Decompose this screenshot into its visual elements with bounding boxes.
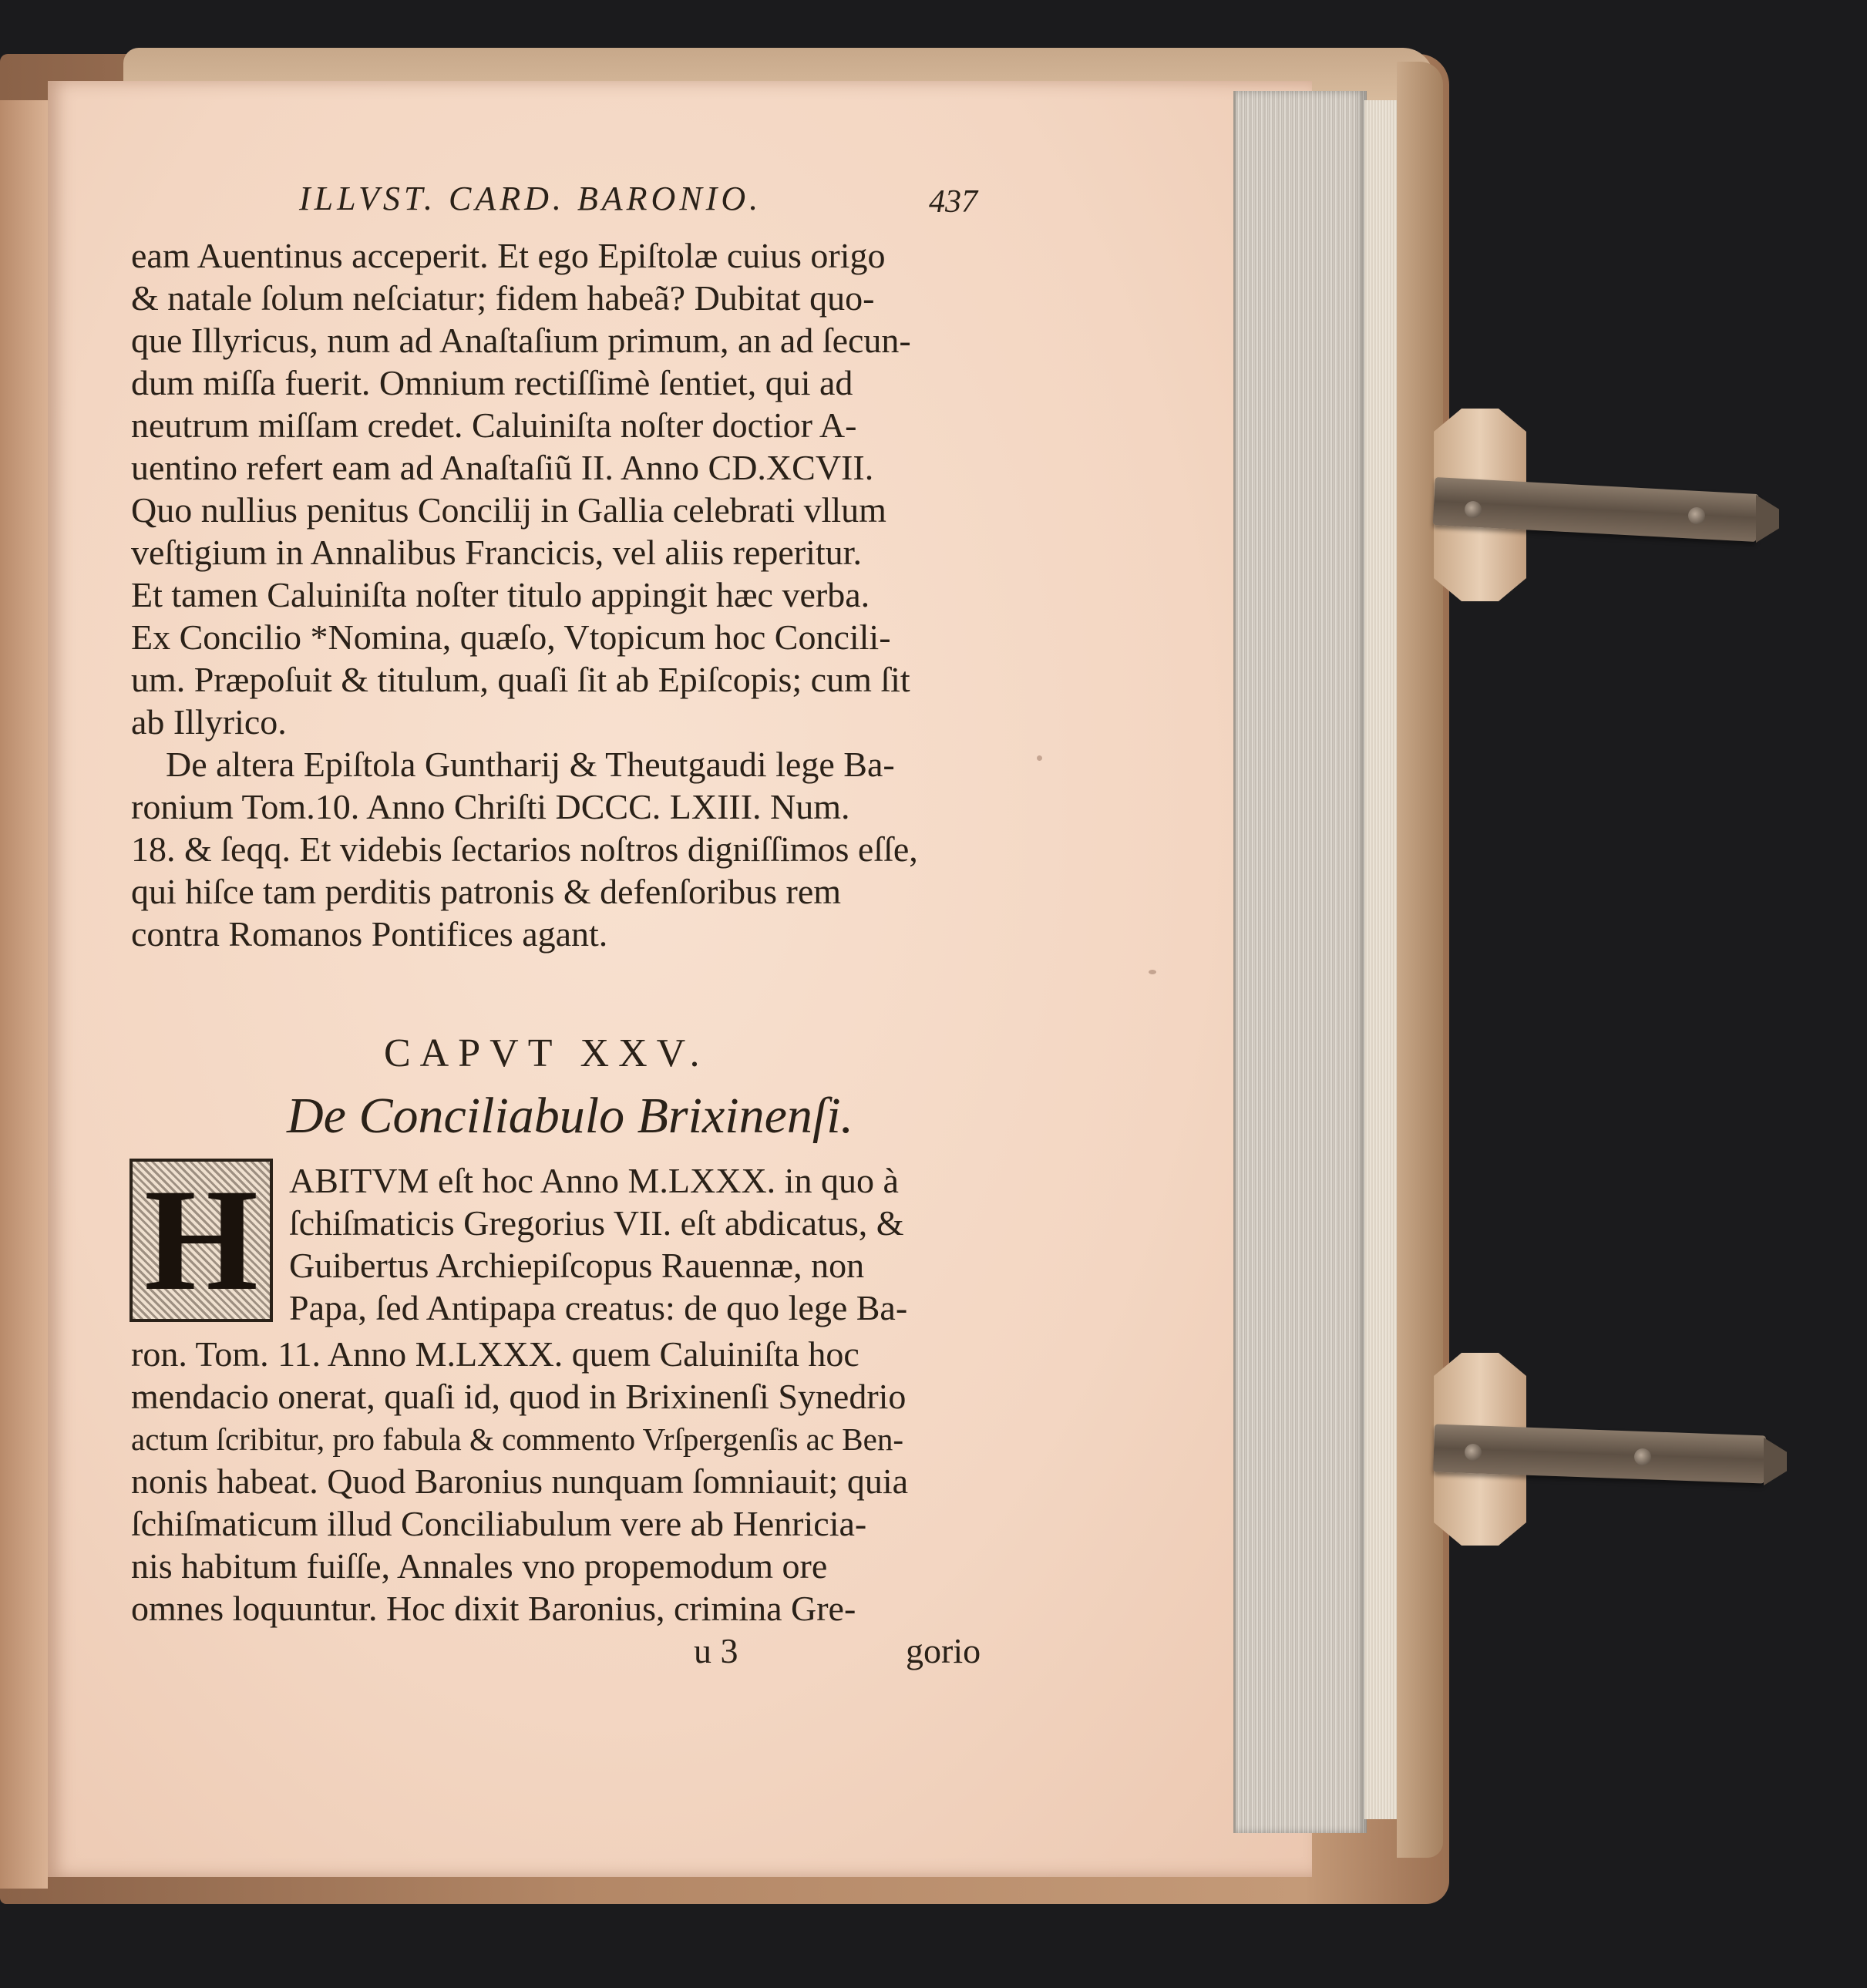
text-line: Quo nullius penitus Concilij in Gallia celebrati vllum	[131, 490, 886, 530]
text-line: contra Romanos Pontifices agant.	[131, 914, 608, 954]
clasp-tip	[1756, 495, 1779, 543]
text-line: mendacio onerat, quaſi id, quod in Brixinenſi Synedrio	[131, 1377, 907, 1416]
text-line: De altera Epiſtola Guntharij & Theutgaudi lege Ba-	[166, 745, 895, 784]
catchword: gorio	[906, 1631, 981, 1670]
text-line: Ex Concilio *Nomina, quæſo, Vtopicum hoc Concili-	[131, 617, 891, 657]
text-line: ron. Tom. 11. Anno M.LXXX. quem Caluiniſta hoc	[131, 1334, 859, 1374]
clasp-rivet	[1688, 507, 1705, 524]
text-line: ABITVM eſt hoc Anno M.LXXX. in quo à	[289, 1161, 899, 1200]
paper-speck	[1149, 970, 1156, 974]
text-line: & natale ſolum neſciatur; fidem habeã? Dubitat quo-	[131, 278, 875, 318]
page-number: 437	[929, 184, 977, 220]
clasp-rivet	[1465, 1444, 1482, 1461]
text-line: qui hiſce tam perditis patronis & defenſoribus rem	[131, 872, 842, 911]
text-line: nonis habeat. Quod Baronius nunquam ſomniauit; quia	[131, 1462, 909, 1501]
text-line: Papa, ſed Antipapa creatus: de quo lege Ba-	[289, 1288, 908, 1327]
text-line: actum ſcribitur, pro fabula & commento Vrſpergenſis ac Ben-	[131, 1421, 903, 1457]
text-line: ſchiſmaticis Gregorius VII. eſt abdicatus, &	[289, 1203, 904, 1243]
text-line: nis habitum fuiſſe, Annales vno propemodum ore	[131, 1546, 828, 1586]
running-head: ILLVST. CARD. BARONIO.	[299, 180, 762, 217]
text-line: Guibertus Archiepiſcopus Rauennæ, non	[289, 1246, 865, 1285]
clasp-rivet	[1465, 501, 1482, 518]
chapter-heading: CAPVT XXV.	[384, 1031, 709, 1075]
page-block-edge	[1233, 91, 1367, 1833]
paper-speck	[1037, 755, 1042, 761]
decorated-initial-letter: H	[133, 1162, 270, 1319]
text-line: dum miſſa fuerit. Omnium rectiſſimè ſentiet, qui ad	[131, 363, 853, 402]
text-line: uentino refert eam ad Anaſtaſiũ II. Anno CD.XCVII.	[131, 448, 874, 487]
page-block-inner-edge	[1364, 100, 1397, 1819]
chapter-subtitle: De Conciliabulo Brixinenſi.	[287, 1088, 854, 1144]
left-page-edge	[0, 100, 48, 1889]
text-line: Et tamen Caluiniſta noſter titulo appingit hæc verba.	[131, 575, 870, 614]
signature-mark: u 3	[694, 1631, 738, 1670]
text-line: eam Auentinus acceperit. Et ego Epiſtolæ cuius origo	[131, 236, 886, 275]
decorated-initial	[130, 1159, 273, 1322]
text-line: veſtigium in Annalibus Francicis, vel aliis reperitur.	[131, 533, 862, 572]
text-line: ronium Tom.10. Anno Chriſti DCCC. LXIII. Num.	[131, 787, 850, 826]
text-line: um. Præpoſuit & titulum, quaſi ſit ab Epiſcopis; cum ſit	[131, 660, 910, 699]
clasp-tip	[1764, 1438, 1787, 1485]
text-line: omnes loquuntur. Hoc dixit Baronius, crimina Gre-	[131, 1589, 856, 1628]
text-line: ſchiſmaticum illud Conciliabulum vere ab Henricia-	[131, 1504, 867, 1543]
text-line: ab Illyrico.	[131, 702, 287, 742]
fore-edge-binding	[1397, 62, 1443, 1858]
clasp-rivet	[1634, 1448, 1651, 1465]
text-line: neutrum miſſam credet. Caluiniſta noſter doctior A-	[131, 405, 857, 445]
text-line: que Illyricus, num ad Anaſtaſium primum, an ad ſecun-	[131, 321, 911, 360]
text-line: 18. & ſeqq. Et videbis ſectarios noſtros digniſſimos eſſe,	[131, 829, 918, 869]
